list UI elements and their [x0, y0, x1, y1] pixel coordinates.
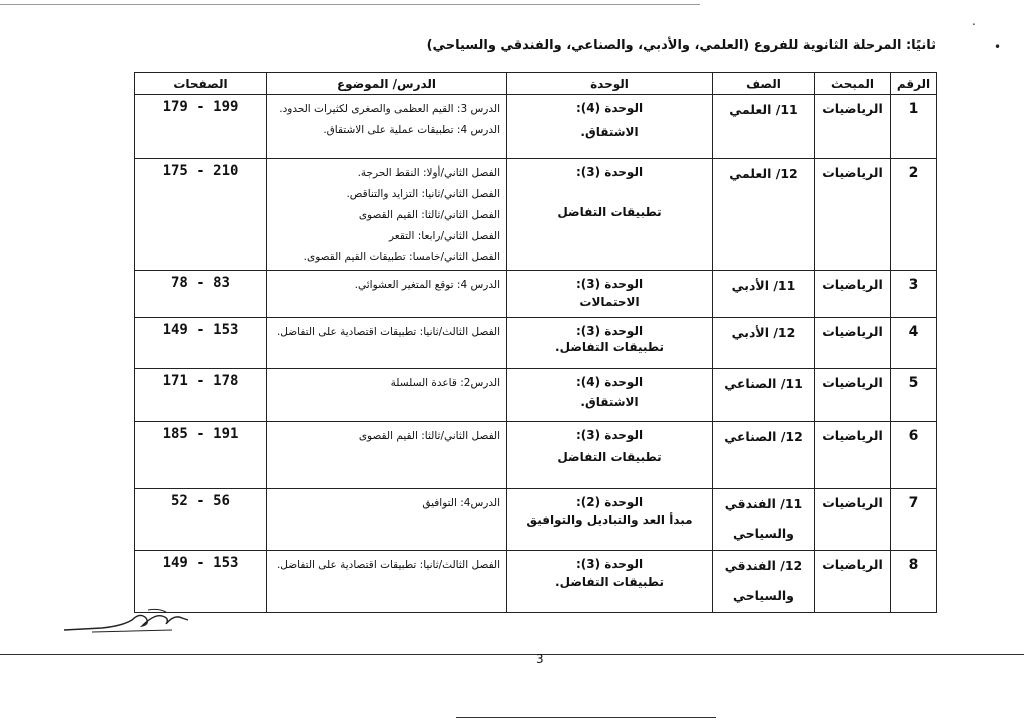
- row-subject: الرياضيات: [815, 369, 891, 422]
- unit-title: الاشتقاق.: [580, 395, 639, 409]
- row-subject: الرياضيات: [815, 489, 891, 551]
- table-row: [135, 369, 937, 422]
- lesson-line: الفصل الثاني/أولا: النقط الحرجة.: [357, 167, 500, 179]
- table-row: [135, 95, 937, 159]
- lesson-line: الدرس4: التوافيق: [422, 497, 500, 509]
- row-subject: الرياضيات: [815, 318, 891, 369]
- row-subject: الرياضيات: [815, 95, 891, 159]
- header-grade: الصف: [713, 73, 815, 95]
- row-pages: 149 - 153: [135, 318, 267, 369]
- unit-number: الوحدة (3):: [575, 428, 644, 442]
- row-grade: 11/ الفندقي والسياحي: [713, 489, 815, 551]
- row-number: 1: [891, 95, 937, 159]
- row-lessons: [267, 551, 507, 613]
- row-pages: 78 - 83: [135, 271, 267, 318]
- unit-number: الوحدة (3):: [575, 324, 644, 338]
- row-lessons: [267, 271, 507, 318]
- row-unit: [507, 271, 713, 318]
- lesson-line: الدرس 4: توقع المتغير العشوائي.: [354, 279, 500, 291]
- unit-number: الوحدة (4):: [575, 375, 644, 389]
- row-number: 6: [891, 422, 937, 489]
- row-number: 7: [891, 489, 937, 551]
- lesson-line: الفصل الثاني/ثالثا: القيم القصوى: [358, 430, 500, 442]
- lesson-line: الدرس2: قاعدة السلسلة: [390, 377, 500, 389]
- row-pages: 179 - 199: [135, 95, 267, 159]
- table-row: [135, 489, 937, 551]
- table-row: [135, 318, 937, 369]
- row-unit: [507, 422, 713, 489]
- table-row: [135, 422, 937, 489]
- row-grade: 12/ الأدبي: [713, 318, 815, 369]
- header-number: الرقم: [891, 73, 937, 95]
- lesson-line: الفصل الثاني/ثانيا: التزايد والتناقص.: [346, 188, 500, 200]
- row-grade: 12/ الفندقي والسياحي: [713, 551, 815, 613]
- header-lesson: الدرس/ الموضوع: [267, 73, 507, 95]
- row-grade: 11/ الصناعي: [713, 369, 815, 422]
- unit-title: تطبيقات التفاضل: [557, 450, 662, 464]
- unit-number: الوحدة (4):: [575, 101, 644, 115]
- lesson-line: الدرس 4: تطبيقات عملية على الاشتقاق.: [323, 124, 500, 136]
- signature-mark: [62, 606, 192, 636]
- bottom-scan-line: [456, 717, 716, 718]
- lesson-line: الفصل الثاني/خامسا: تطبيقات القيم القصوى.: [303, 251, 500, 263]
- table-row: [135, 551, 937, 613]
- row-unit: [507, 369, 713, 422]
- table-row: [135, 271, 937, 318]
- row-unit: [507, 159, 713, 271]
- row-lessons: [267, 422, 507, 489]
- row-unit: [507, 551, 713, 613]
- row-number: 3: [891, 271, 937, 318]
- page-title: ثانيًا: المرحلة الثانوية للفروع (العلمي، والأدبي، والصناعي، والفندقي والسياحي): [426, 38, 936, 53]
- page-number: 3: [536, 652, 544, 666]
- row-number: 2: [891, 159, 937, 271]
- lesson-line: الفصل الثالث/ثانيا: تطبيقات اقتصادية على التفاضل.: [276, 326, 500, 338]
- top-scan-line: [0, 4, 700, 5]
- row-subject: الرياضيات: [815, 551, 891, 613]
- row-pages: 149 - 153: [135, 551, 267, 613]
- row-pages: 52 - 56: [135, 489, 267, 551]
- row-subject: الرياضيات: [815, 271, 891, 318]
- row-pages: 185 - 191: [135, 422, 267, 489]
- row-number: 4: [891, 318, 937, 369]
- curriculum-table: [134, 72, 937, 613]
- unit-title: الاشتقاق.: [580, 125, 639, 139]
- lesson-line: الدرس 3: القيم العظمى والصغرى لكثيرات الحدود.: [279, 103, 500, 115]
- row-pages: 171 - 178: [135, 369, 267, 422]
- row-grade: 12/ الصناعي: [713, 422, 815, 489]
- row-unit: [507, 95, 713, 159]
- row-unit: [507, 318, 713, 369]
- unit-title: تطبيقات التفاضل.: [555, 575, 664, 589]
- unit-number: الوحدة (2):: [575, 495, 644, 509]
- row-number: 8: [891, 551, 937, 613]
- header-pages: الصفحات: [135, 73, 267, 95]
- row-lessons: [267, 318, 507, 369]
- row-subject: الرياضيات: [815, 159, 891, 271]
- unit-number: الوحدة (3):: [575, 557, 644, 571]
- unit-title: مبدأ العد والتباديل والتوافيق: [526, 513, 693, 527]
- unit-title: تطبيقات التفاضل: [557, 205, 662, 219]
- lesson-line: الفصل الثاني/ثالثا: القيم القصوى: [358, 209, 500, 221]
- header-subject: المبحث: [815, 73, 891, 95]
- unit-number: الوحدة (3):: [575, 165, 644, 179]
- row-lessons: [267, 489, 507, 551]
- row-lessons: [267, 369, 507, 422]
- row-lessons: [267, 159, 507, 271]
- unit-number: الوحدة (3):: [575, 277, 644, 291]
- row-number: 5: [891, 369, 937, 422]
- row-grade: 11/ الأدبي: [713, 271, 815, 318]
- header-row: [135, 73, 937, 95]
- lesson-line: الفصل الثالث/ثانيا: تطبيقات اقتصادية على التفاضل.: [276, 559, 500, 571]
- row-subject: الرياضيات: [815, 422, 891, 489]
- row-lessons: [267, 95, 507, 159]
- scan-speck: •: [994, 40, 1002, 54]
- unit-title: تطبيقات التفاضل.: [555, 340, 664, 354]
- scan-speck: .: [972, 14, 976, 28]
- table-row: [135, 159, 937, 271]
- header-unit: الوحدة: [507, 73, 713, 95]
- row-pages: 175 - 210: [135, 159, 267, 271]
- row-grade: 11/ العلمي: [713, 95, 815, 159]
- row-unit: [507, 489, 713, 551]
- footer-rule: [0, 654, 1024, 655]
- row-grade: 12/ العلمي: [713, 159, 815, 271]
- unit-title: الاحتمالات: [579, 295, 640, 309]
- lesson-line: الفصل الثاني/رابعا: التقعر: [388, 230, 500, 242]
